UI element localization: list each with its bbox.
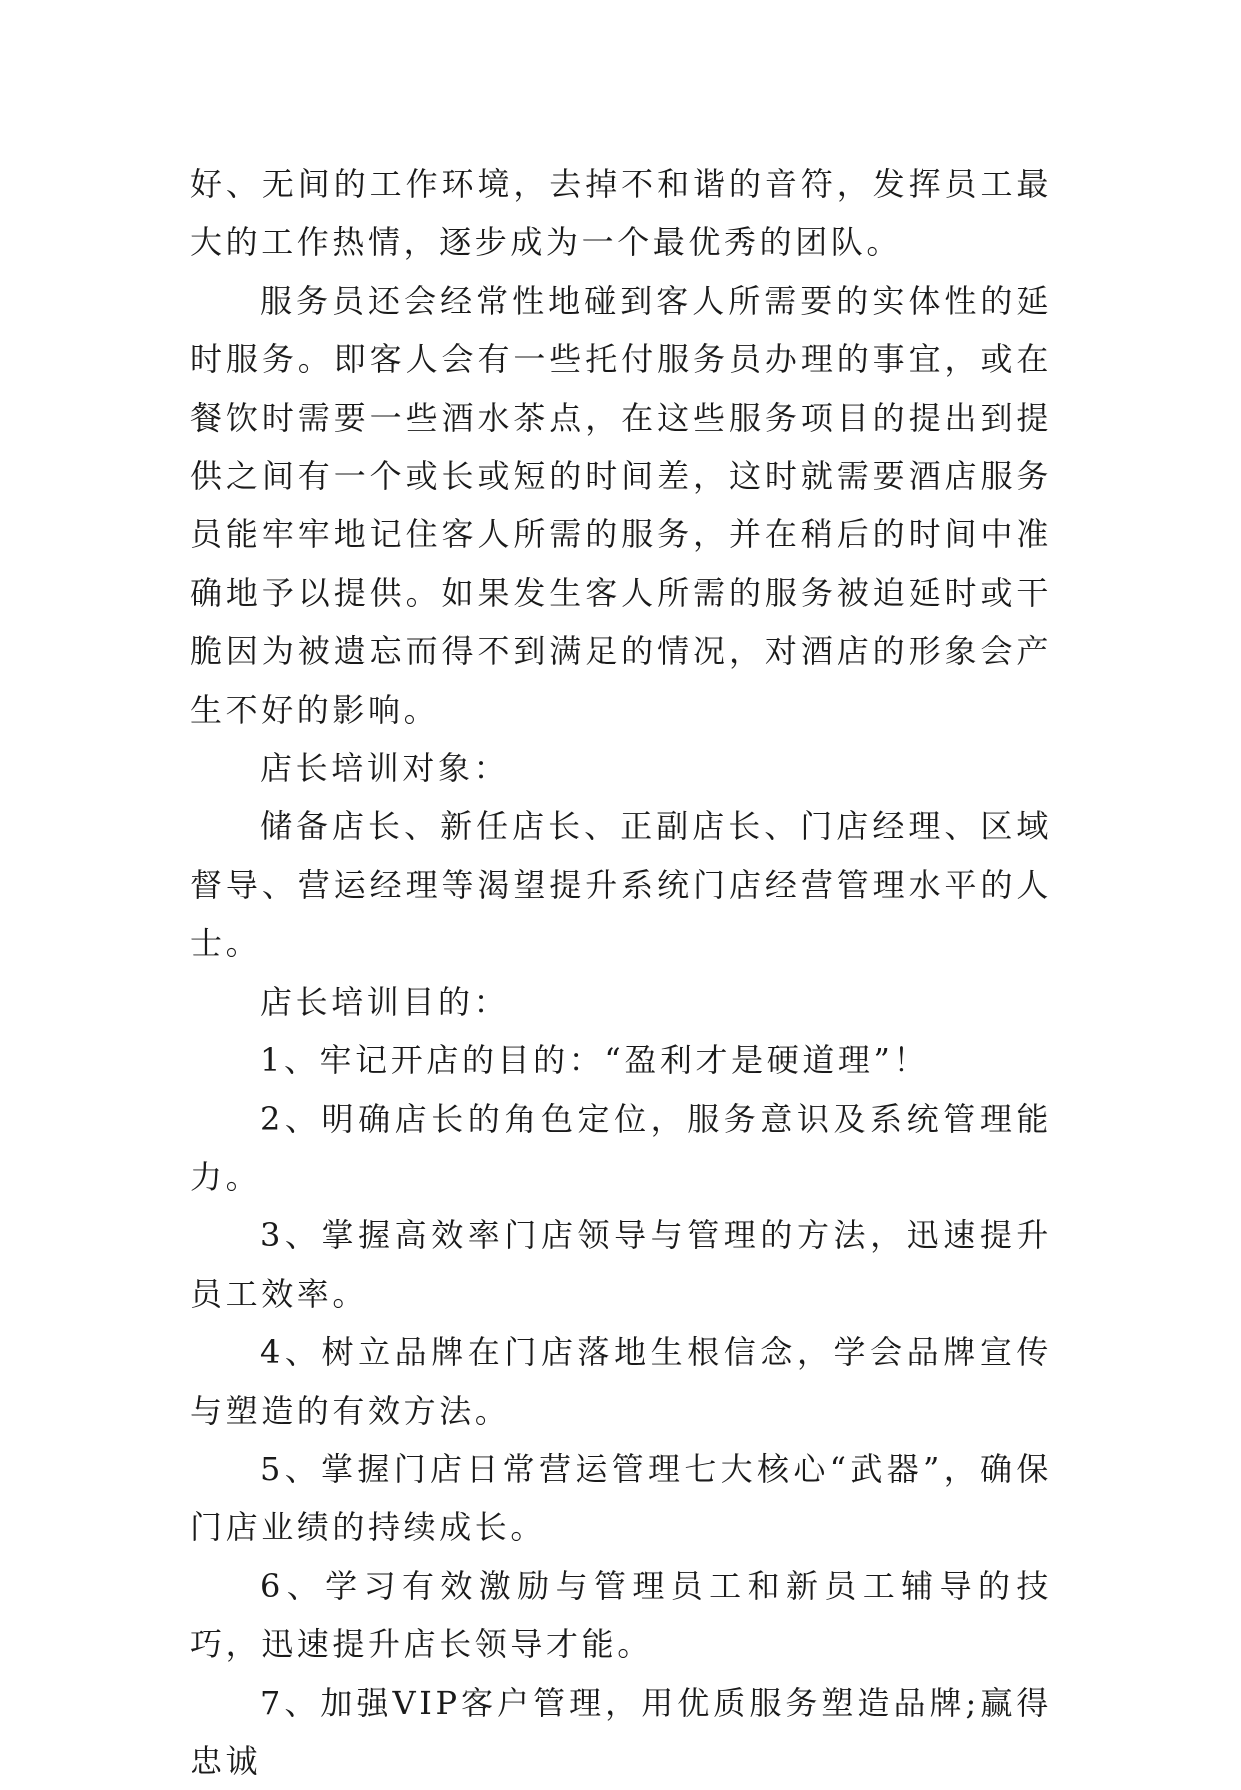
heading-training-target: 店长培训对象： <box>260 749 510 788</box>
list-item-4: 4、树立品牌在门店落地生根信念，学会品牌宣传与塑造的有效方法。 <box>190 1333 1052 1430</box>
list-item-2: 2、明确店长的角色定位，服务意识及系统管理能力。 <box>190 1099 1052 1196</box>
list-item-1: 1、牢记开店的目的：“盈利才是硬道理”！ <box>260 1041 930 1080</box>
list-item-5: 5、掌握门店日常营运管理七大核心“武器”，确保门店业绩的持续成长。 <box>190 1449 1052 1547</box>
body-text <box>190 155 1052 1790</box>
list-item-6: 6、学习有效激励与管理员工和新员工辅导的技巧，迅速提升店长领导才能。 <box>190 1566 1052 1664</box>
heading-training-purpose: 店长培训目的： <box>260 982 510 1021</box>
paragraph-training-target: 储备店长、新任店长、正副店长、门店经理、区域督导、营运经理等渴望提升系统门店经营管理水平的人士。 <box>190 807 1052 963</box>
paragraph-continuation: 好、无间的工作环境，去掉不和谐的音符，发挥员工最大的工作热情，逐步成为一个最优秀的团队。 <box>190 165 1052 262</box>
paragraph-delayed-service: 服务员还会经常性地碰到客人所需要的实体性的延时服务。即客人会有一些托付服务员办理的事宜，或在餐饮时需要一些酒水茶点，在这些服务项目的提出到提供之间有一个或长或短的时间差，这时就需要酒店服务员能牢牢地记住客人所需的服务，并在稍后的时间中准确地予以提供。如果发生客人所需的服务被迫延时或干脆因为被遗忘而得不到满足的情况，对酒店的形象会产生不好的影响。 <box>190 281 1052 729</box>
list-item-7: 7、加强VIP客户管理，用优质服务塑造品牌;赢得忠诚 <box>190 1683 1052 1780</box>
list-item-3: 3、掌握高效率门店领导与管理的方法，迅速提升员工效率。 <box>190 1216 1052 1313</box>
